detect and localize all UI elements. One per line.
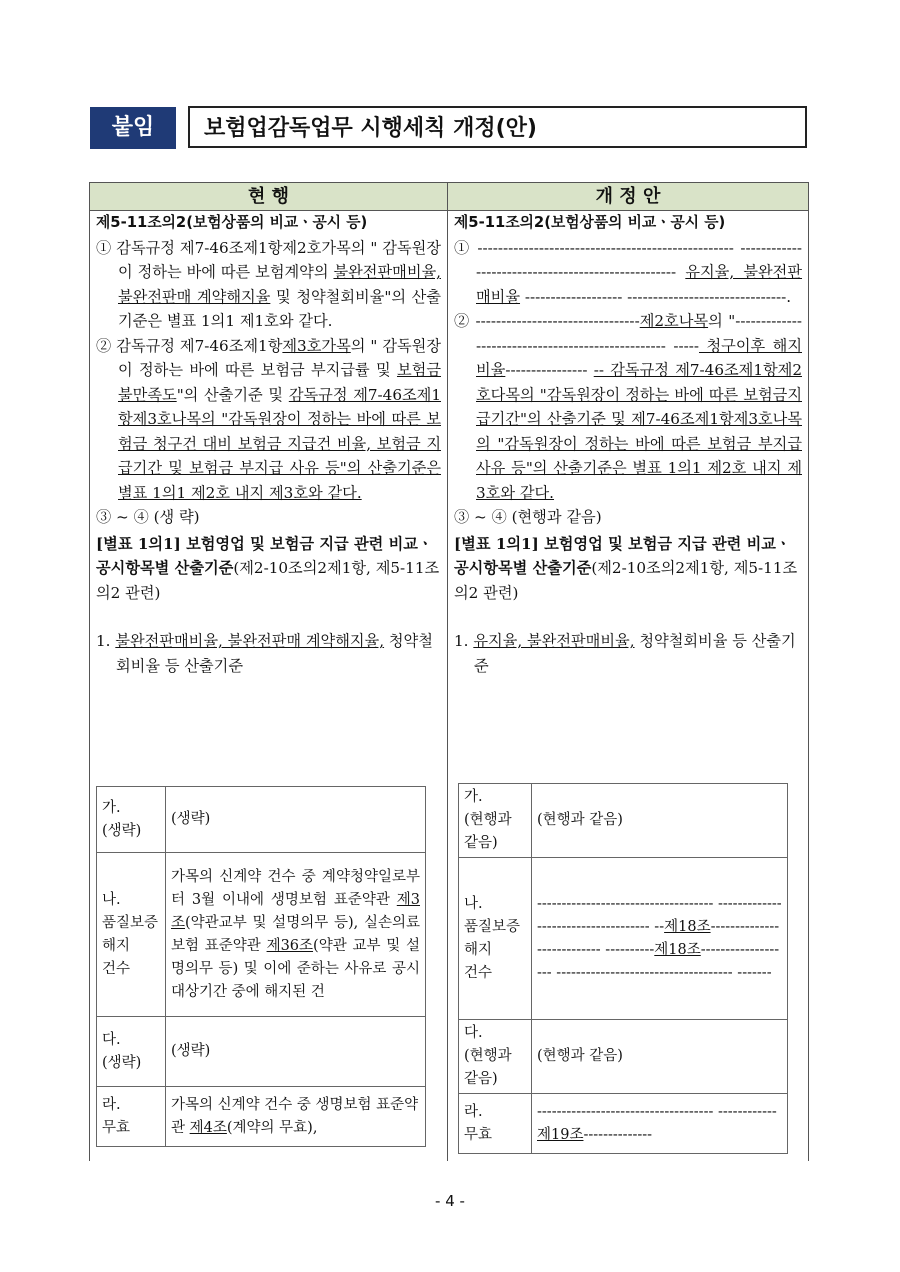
- article-title: 제5-11조의2(보험상품의 비교ㆍ공시 등): [454, 214, 726, 231]
- row-label: 나. 품질보증 해지 건수: [97, 853, 166, 1017]
- page-number: - 4 -: [435, 1192, 465, 1210]
- row-value: (현행과 같음): [532, 1020, 788, 1094]
- row-value: ------------------------------------ ------------------------------------ --제18조--------------------------- ----------제18조------------------- ------------------------------------ -------: [532, 858, 788, 1020]
- attachment-badge: 붙임: [90, 107, 176, 149]
- item-1: 1. 불완전판매비율, 불완전판매 계약해지율, 청약철회비율 등 산출기준: [96, 632, 433, 675]
- article-title: 제5-11조의2(보험상품의 비교ㆍ공시 등): [96, 214, 368, 231]
- criteria-table: [96, 786, 426, 1147]
- row-value: (현행과 같음): [532, 784, 788, 858]
- annex-heading: [별표 1의1] 보험영업 및 보험금 지급 관련 비교ㆍ공시항목별 산출기준(제2-10조의2제1항, 제5-11조의2 관련): [96, 534, 440, 602]
- row-value: 가목의 신계약 건수 중 계약청약일로부터 3월 이내에 생명보험 표준약관 제3조(약관교부 및 설명의무 등), 실손의료보험 표준약관 제36조(약관 교부 및 설명의무 등) 및 이에 준하는 사유로 공시대상기간 중에 해지된 건: [166, 853, 426, 1017]
- current-column: [89, 211, 448, 1161]
- paragraph-2: ② 감독규정 제7-46조제1항제3호가목의 " 감독원장이 정하는 바에 따른 보험금 부지급률 및 보험금 불만족도"의 산출기준 및 감독규정 제7-46조제1항제3호나목의 "감독원장이 정하는 바에 따른 보험금 청구건 대비 보험금 지급건 비율, 보험금 지급기간 및 보험금 부지급 사유 등"의 산출기준은 별표 1의1 제2호 내지 제3호와 같다.: [96, 336, 442, 502]
- row-label: 다. (현행과 같음): [459, 1020, 532, 1094]
- row-value: (생략): [166, 787, 426, 853]
- row-label: 라. 무효: [459, 1094, 532, 1154]
- row-label: 라. 무효: [97, 1087, 166, 1147]
- row-label: 나. 품질보증 해지 건수: [459, 858, 532, 1020]
- current-column-header: 현 행: [89, 182, 448, 211]
- document-title: 보험업감독업무 시행세칙 개정(안): [188, 106, 807, 148]
- row-label: 다. (생략): [97, 1017, 166, 1087]
- paragraph-1: ① 감독규정 제7-46조제1항제2호가목의 " 감독원장이 정하는 바에 따른 보험계약의 불완전판매비율, 불완전판매 계약해지율 및 청약철회비율"의 산출기준은 별표 1의1 제1호와 같다.: [96, 238, 441, 330]
- paragraph-3: ③ ~ ④ (현행과 같음): [454, 508, 602, 526]
- annex-heading: [별표 1의1] 보험영업 및 보험금 지급 관련 비교ㆍ공시항목별 산출기준(제2-10조의2제1항, 제5-11조의2 관련): [454, 534, 798, 602]
- row-value: 가목의 신계약 건수 중 생명보험 표준약관 제4조(계약의 무효),: [166, 1087, 426, 1147]
- criteria-table: [458, 783, 788, 1154]
- paragraph-3: ③ ~ ④ (생 략): [96, 508, 200, 526]
- revision-column-header: 개 정 안: [447, 182, 809, 211]
- paragraph-1: ① -------------------------------------------------- --------------------------------------------------- 유지율, 불완전판매비율 ------------------- -------------------------------.: [454, 238, 803, 306]
- item-1: 1. 유지율, 불완전판매비율, 청약철회비율 등 산출기준: [454, 632, 796, 675]
- paragraph-2: ② --------------------------------제2호나목의 "-------------------------------------------------- ----- 청구이후 해지비율---------------- -- 감독규정 제7-46조제1항제2호다목의 "감독원장이 정하는 바에 따른 보험금지급기간"의 산출기준 및 제7-46조제1항제3호나목의 "감독원장이 정하는 바에 따른 보험금 부지급 사유 등"의 산출기준은 별표 1의1 제2호 내지 제3호와 같다.: [454, 312, 802, 502]
- row-value: ------------------------------------ ------------ 제19조--------------: [532, 1094, 788, 1154]
- row-label: 가. (현행과 같음): [459, 784, 532, 858]
- revision-column: [448, 211, 809, 1161]
- row-label: 가. (생략): [97, 787, 166, 853]
- row-value: (생략): [166, 1017, 426, 1087]
